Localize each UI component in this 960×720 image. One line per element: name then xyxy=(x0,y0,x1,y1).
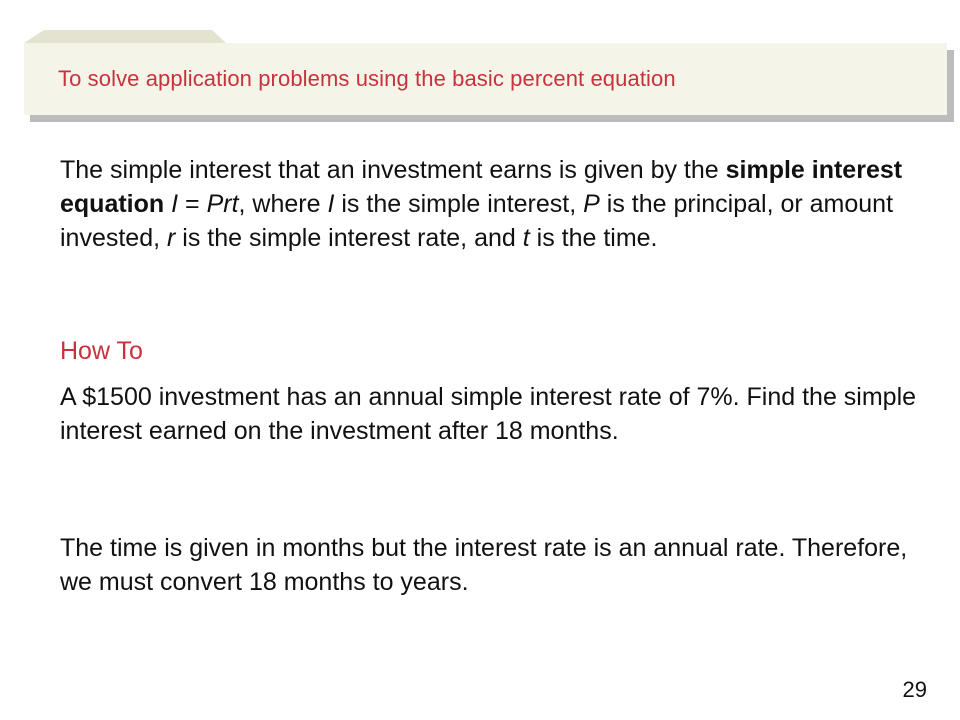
definition-paragraph: The simple interest that an investment earns is given by the simple interest equation I = Prt, where I is the simple interest, P is the principal, or amount invested, r is the simple interest rate, and t is the time. xyxy=(60,156,903,252)
header-tab-shape xyxy=(0,0,960,130)
how-to-heading: How To xyxy=(60,337,143,365)
solution-paragraph: The time is given in months but the interest rate is an annual rate. Therefore, we must convert 18 months to years. xyxy=(60,534,908,596)
page-number: 29 xyxy=(902,677,927,702)
slide-header xyxy=(0,0,960,130)
problem-paragraph: A $1500 investment has an annual simple interest rate of 7%. Find the simple interest earned on the investment after 18 months. xyxy=(60,383,917,445)
header-title: To solve application problems using the basic percent equation xyxy=(58,66,676,91)
term-simple-interest-equation: simple interest equation xyxy=(60,156,903,218)
